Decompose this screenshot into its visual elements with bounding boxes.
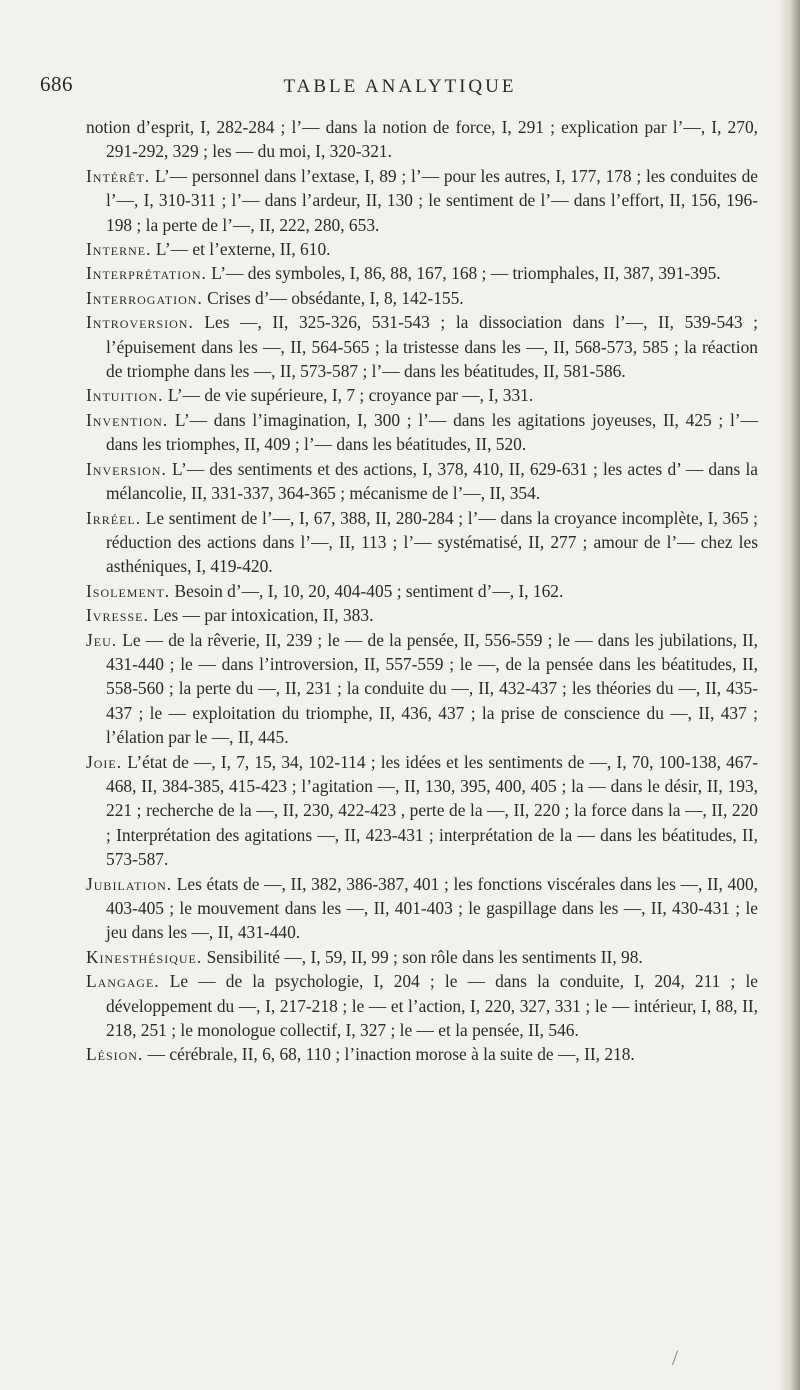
- index-entry: [86, 603, 758, 627]
- entry-text: Sensibilité —, I, 59, II, 99 ; son rôle dans les sentiments II, 98.: [206, 946, 643, 967]
- entry-text: L’— dans l’imagination, I, 300 ; l’— dans les agitations joyeuses, II, 425 ; l’— dans les triomphes, II, 409 ; l’— dans les béatitudes, II, 520.: [106, 409, 758, 455]
- entry-text: Les états de —, II, 382, 386-387, 401 ; les fonctions viscérales dans les —, II, 400, 403-405 ; le mouvement dans les —, II, 401-403 ; le gaspillage dans les —, II, 430-431 ; le jeu dans les —, II, 431-440.: [106, 873, 758, 943]
- entry-text: Les — par intoxication, II, 383.: [153, 605, 374, 626]
- index-entry: [86, 261, 758, 285]
- entry-text: L’— et l’externe, II, 610.: [155, 239, 331, 260]
- entry-headword: Intérêt.: [86, 165, 151, 186]
- index-entry: [86, 286, 758, 310]
- entry-headword: Jubilation.: [86, 873, 173, 894]
- entry-headword: Inversion.: [86, 458, 167, 479]
- index-entry: [86, 164, 758, 237]
- entry-headword: Lésion.: [86, 1044, 144, 1065]
- entry-text: L’— des sentiments et des actions, I, 378, 410, II, 629-631 ; les actes d’ — dans la mélancolie, II, 331-337, 364-365 ; mécanisme de l’—, II, 354.: [106, 458, 758, 504]
- entry-text: Le — de la rêverie, II, 239 ; le — de la pensée, II, 556-559 ; le — dans les jubilations, II, 431-440 ; le — dans l’introversion, II, 557-559 ; le —, de la pensée dans les béatitudes, II, 558-560 ; la perte du —, II, 231 ; la conduite du —, II, 432-437 ; les théories du —, II, 435-437 ; le — exploitation du triomphe, II, 436, 437 ; la prise de conscience du —, II, 437 ; l’élation par le —, II, 445.: [106, 629, 758, 748]
- entry-text: Le — de la psychologie, I, 204 ; le — dans la conduite, I, 204, 211 ; le développement du —, I, 217-218 ; le — et l’action, I, 220, 327, 331 ; le — intérieur, I, 88, II, 218, 251 ; le monologue collectif, I, 327 ; le — et la pensée, II, 546.: [106, 971, 758, 1041]
- entry-text: L’— des symboles, I, 86, 88, 167, 168 ; — triomphales, II, 387, 391-395.: [211, 263, 721, 284]
- entry-headword: Isolement.: [86, 580, 171, 601]
- index-entry: [86, 969, 758, 1042]
- bottom-mark: /: [672, 1345, 679, 1370]
- entry-headword: Ivresse.: [86, 605, 149, 626]
- entry-text: Crises d’— obsédante, I, 8, 142-155.: [207, 287, 464, 308]
- index-entry: [86, 237, 758, 261]
- entry-headword: Irréel.: [86, 507, 142, 528]
- entry-text: Le sentiment de l’—, I, 67, 388, II, 280-284 ; l’— dans la croyance incomplète, I, 365 ; réduction des actions dans l’—, II, 113 ; l’— systématisé, II, 277 ; amour de l’— chez les asthéniques, I, 419-420.: [106, 507, 758, 577]
- index-entry: [86, 628, 758, 750]
- index-entry: [86, 945, 758, 969]
- entry-headword: Jeu.: [86, 629, 118, 650]
- entry-headword: Introversion.: [86, 312, 194, 333]
- entry-headword: Joie.: [86, 751, 123, 772]
- page-number: 686: [40, 72, 73, 96]
- entry-headword: Invention.: [86, 409, 169, 430]
- entry-text: — cérébrale, II, 6, 68, 110 ; l’inaction morose à la suite de —, II, 218.: [147, 1044, 635, 1065]
- entry-headword: Interrogation.: [86, 287, 203, 308]
- index-entry: [86, 750, 758, 872]
- index-entries: [86, 115, 758, 1067]
- entry-headword: Intuition.: [86, 385, 164, 406]
- entry-headword: Interne.: [86, 239, 152, 260]
- index-entry: [86, 579, 758, 603]
- index-entry: [86, 383, 758, 407]
- entry-text: L’état de —, I, 7, 15, 34, 102-114 ; les idées et les sentiments de —, I, 70, 100-138, 467-468, II, 384-385, 415-423 ; l’agitation —, II, 130, 395, 400, 405 ; la — dans le désir, II, 193, 221 ; recherche de la —, II, 230, 422-423 , perte de la —, II, 220 ; la force dans la —, II, 220 ; Interprétation des agitations —, II, 423-431 ; interprétation de la — dans les béatitudes, II, 573-587.: [106, 751, 758, 870]
- index-entry: [86, 408, 758, 457]
- entry-text: notion d’esprit, I, 282-284 ; l’— dans la notion de force, I, 291 ; explication par l’—, I, 270, 291-292, 329 ; les — du moi, I, 320-321.: [86, 117, 758, 162]
- index-entry: [86, 115, 758, 164]
- index-entry: [86, 1042, 758, 1066]
- entry-text: Les —, II, 325-326, 531-543 ; la dissociation dans l’—, II, 539-543 ; l’épuisement dans les —, II, 564-565 ; la tristesse dans les —, II, 568-573, 585 ; la réaction de triomphe dans les —, II, 573-587 ; l’— dans les béatitudes, II, 581-586.: [106, 312, 758, 382]
- entry-text: L’— personnel dans l’extase, I, 89 ; l’— pour les autres, I, 177, 178 ; les conduites de l’—, I, 310-311 ; l’— dans l’ardeur, II, 130 ; le sentiment de l’— dans l’effort, II, 156, 196-198 ; la perte de l’—, II, 222, 280, 653.: [106, 165, 758, 235]
- entry-headword: Interprétation.: [86, 263, 207, 284]
- index-entry: [86, 506, 758, 579]
- entry-headword: Langage.: [86, 971, 160, 992]
- entry-text: L’— de vie supérieure, I, 7 ; croyance par —, I, 331.: [167, 385, 534, 406]
- index-entry: [86, 872, 758, 945]
- index-entry: [86, 310, 758, 383]
- running-head: TABLE ANALYTIQUE: [283, 76, 517, 97]
- index-entry: [86, 457, 758, 506]
- entry-text: Besoin d’—, I, 10, 20, 404-405 ; sentiment d’—, I, 162.: [174, 580, 564, 601]
- page-edge-shadow: [778, 0, 800, 1390]
- entry-headword: Kinesthésique.: [86, 946, 203, 967]
